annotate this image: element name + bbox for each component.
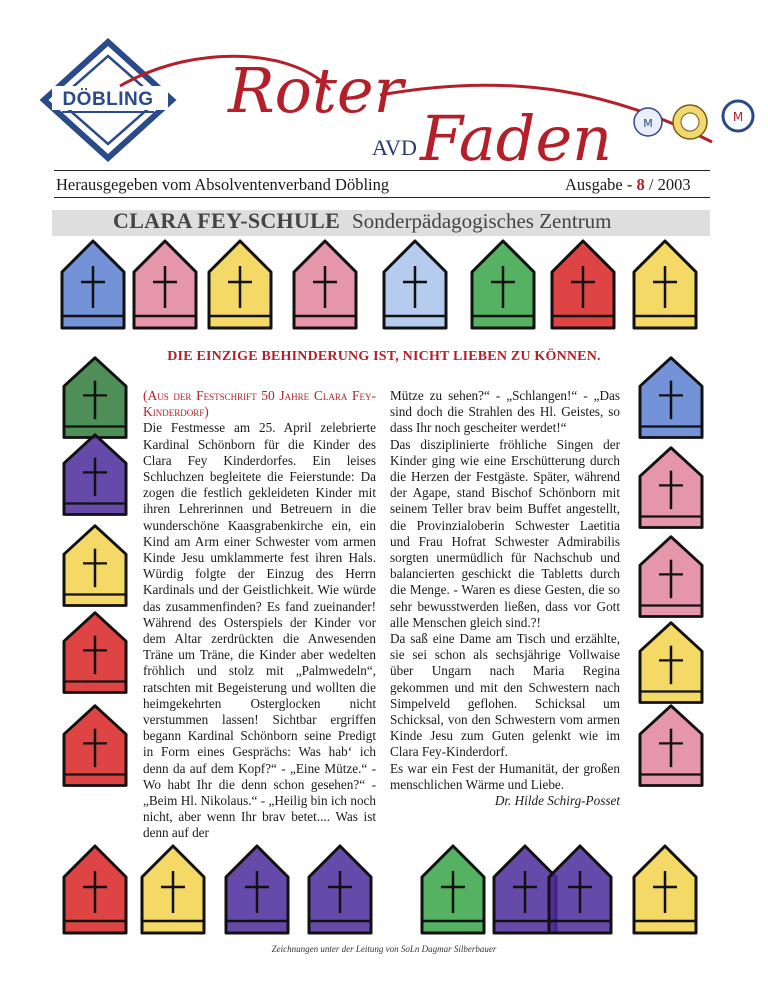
article-paragraph: Da saß eine Dame am Tisch und erzählte, sie sei schon als sechsjährige Vollwaise über Ungarn nach Maria Regina gekommen und mit den Schwestern nach Simpelveld geflohen. Schicksal um Schicksal, von den Schwestern vom armen Kinde Jesu zum Guten gelenkt wie im Clara Fey-Kinderdorf. (390, 631, 620, 760)
house-drawing (60, 703, 130, 791)
red-thread-swoosh (120, 56, 712, 142)
article-paragraph: Es war ein Fest der Humanität, der großen menschlichen Wärme und Liebe. (390, 760, 620, 792)
article-paragraph: Das disziplinierte fröhliche Singen der Kinder ging wie eine Erschütterung durch die Herzen der Festgäste. Später, während der Agape, stand Bischof Schönborn mit seinem Teller brav beim Buffet angestellt, die Provinzialoberin Schwester Laetitia und Frau Hofrat Schwester Admirabilis sorgten unermüdlich für Nachschub und balancierten geschickt die Tabletts durch die Menge. - Waren es diese Gesten, die so sehr bewusstwerden ließen, dass vor Gott alle Menschen gleich sind.?! (390, 436, 620, 630)
svg-text:M: M (732, 110, 744, 124)
house-drawing (636, 445, 706, 533)
house-drawing (130, 238, 200, 334)
title-faden: Faden (420, 102, 613, 175)
masthead-bottom-rule (54, 197, 710, 198)
house-drawing (418, 843, 488, 939)
house-drawing (636, 355, 706, 443)
doebling-diamond-logo (44, 42, 172, 158)
issue-year: / 2003 (648, 175, 691, 194)
house-drawing (636, 703, 706, 791)
house-drawing (468, 238, 538, 334)
issue-label: Ausgabe - (565, 175, 633, 194)
house-drawing (545, 843, 615, 939)
house-drawing (636, 534, 706, 622)
publisher-line: Herausgegeben vom Absolventenverband Döbling (56, 175, 390, 194)
article-column-2 (390, 388, 620, 809)
house-drawing (58, 238, 128, 334)
house-drawing (138, 843, 208, 939)
svg-text:M: M (643, 117, 653, 130)
house-drawing (380, 238, 450, 334)
house-drawing (60, 432, 130, 520)
house-drawing (636, 620, 706, 708)
house-drawing (60, 523, 130, 611)
house-drawing (305, 843, 375, 939)
article-paragraph: Mütze zu sehen?“ - „Schlangen!“ - „Das sind doch die Strahlen des Hl. Geistes, so dass Ihr noch gescheiter werdet!“ (390, 388, 620, 436)
article-headline: DIE EINZIGE BEHINDERUNG IST, NICHT LIEBEN ZU KÖNNEN. (167, 349, 601, 364)
house-drawing (290, 238, 360, 334)
issue-number: 8 (636, 175, 645, 194)
house-drawing (60, 610, 130, 698)
house-drawing (630, 843, 700, 939)
masthead-logo (0, 0, 768, 178)
section-subtitle: Sonderpädagogisches Zentrum (352, 209, 612, 233)
article-paragraph: Die Festmesse am 25. April zelebrierte Kardinal Schönborn für die Kinder des Clara Fey Kinderdorfes. Ein leises Schluchzen begleitete die Feierstunde: Da zogen die festlich gekleideten Kinder mit ihren Lehrerinnen und Betreuern in die wunderschöne Kaasgrabenkirche ein, ein Kind am Arm einer Schwester vom armen Kinde Jesu umklammerte fest ihren Hals. Würdig folgte der Einzug des Herrn Kardinals und der Geistlichkeit. Wie würde das zusammenfinden? Es fand zueinander! Während des Osterspiels der Kinder vor dem Altar zerdrückten die Anwesenden Träne um Träne, die Kinder aber wedelten fröhlich und stolz mit „Palmwedeln“, ratschten mit Begeisterung und wollten die heimgekehrten Osterglocken nicht verstummen lassen! Sichtbar ergriffen begann Kardinal Schönborn seine Predigt in Form eines Gesprächs: Was hab‘ ich denn da auf dem Kopf?“ - „Eine Mütze.“ - Wo habt Ihr die denn schon gesehen?“ - „Beim Hl. Nikolaus.“ - „Heilig bin ich noch nicht, aber wenn Ihr brav betet.... Was ist denn auf der (143, 420, 376, 841)
house-drawing (630, 238, 700, 334)
house-drawing (60, 843, 130, 939)
house-drawing (60, 355, 130, 443)
title-roter: Roter (228, 54, 404, 127)
house-drawing (222, 843, 292, 939)
emblem-icons (634, 101, 753, 139)
article-source: (Aus der Festschrift 50 Jahre Clara Fey-Kinderdorf) (143, 388, 376, 420)
masthead-top-rule (54, 170, 710, 171)
article-author: Dr. Hilde Schirg-Posset (494, 793, 620, 809)
section-title: CLARA FEY-SCHULE (113, 208, 341, 233)
title-avd: AVD (372, 135, 417, 160)
issue-line (565, 175, 691, 195)
logo-text: DÖBLING (62, 89, 154, 110)
article-column-1 (143, 388, 376, 842)
house-drawing (548, 238, 618, 334)
drawings-caption: Zeichnungen unter der Leitung von SoLn Dagmar Silberbauer (271, 944, 497, 954)
house-drawing (205, 238, 275, 334)
